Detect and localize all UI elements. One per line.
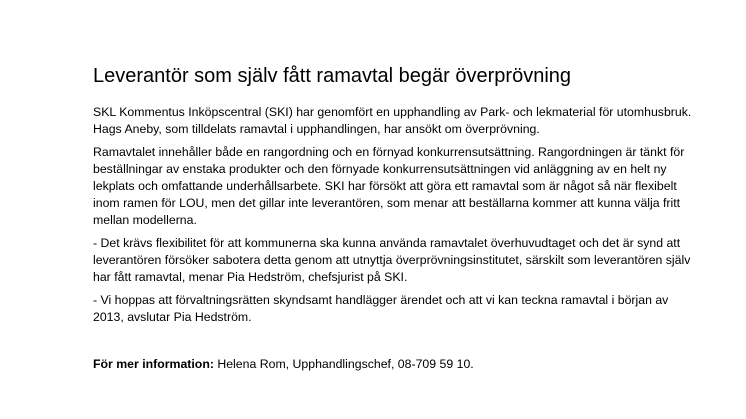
article-paragraph-ramavtal: Ramavtalet innehåller både en rangordning och en förnyad konkurrensutsättning. Rangordningen är tänkt för beställningar av enstaka produkter och den förnyade konkurrensutsättningen vid anläggning av en helt ny lekplats och omfattande underhållsarbete. SKI har försökt att göra ett ramavtal som är något så när flexibelt inom ramen för LOU, men det gillar inte leverantören, som menar att beställarna kommer att kunna välja fritt mellan modellerna. bbox=[93, 145, 685, 227]
article-title: Leverantör som själv fått ramavtal begär överprövning bbox=[93, 65, 572, 87]
contact-info bbox=[93, 356, 693, 373]
contact-details: Helena Rom, Upphandlingschef, 08-709 59 10. bbox=[213, 357, 474, 371]
article-paragraph-quote-closing: - Vi hoppas att förvaltningsrätten skyndsamt handlägger ärendet och att vi kan teckna ramavtal i början av 2013, avslutar Pia Hedström. bbox=[93, 293, 669, 324]
article-paragraph-quote-flexibility: - Det krävs flexibilitet för att kommunerna ska kunna använda ramavtalet överhuvudtaget och det är synd att leverantören försöker sabotera detta genom att utnyttja överprövningsinstitutet, särskilt som leverantören själv har fått ramavtal, menar Pia Hedström, chefsjurist på SKI. bbox=[93, 236, 691, 284]
document-page bbox=[93, 62, 693, 379]
contact-label: För mer information: bbox=[93, 357, 214, 371]
article-paragraph-intro: SKL Kommentus Inköpscentral (SKI) har genomfört en upphandling av Park- och lekmaterial för utomhusbruk. Hags Aneby, som tilldelats ramavtal i upphandlingen, har ansökt om överprövning. bbox=[93, 105, 692, 136]
